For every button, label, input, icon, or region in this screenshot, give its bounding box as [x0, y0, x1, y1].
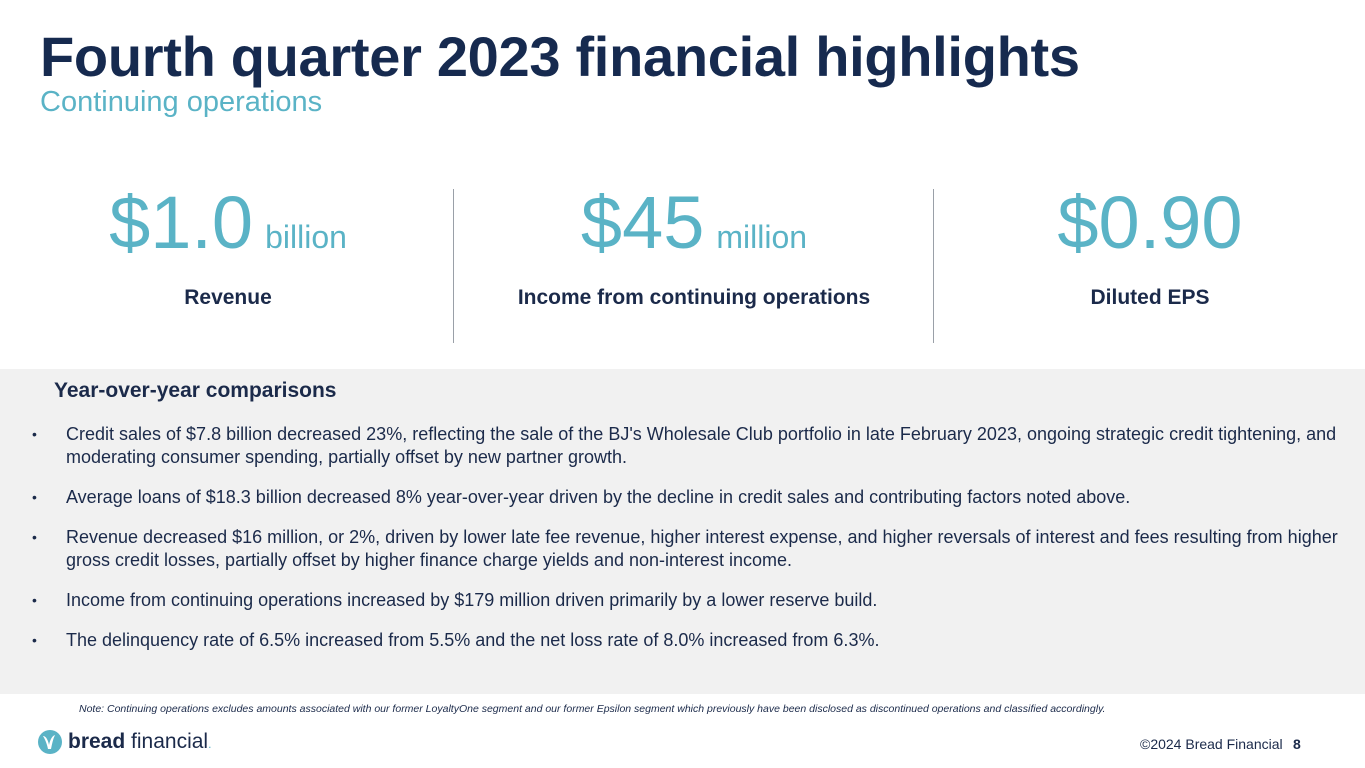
metric-value: $45	[580, 181, 705, 264]
list-item	[0, 423, 1341, 469]
bullet-icon: •	[32, 426, 37, 442]
list-item-text: Average loans of $18.3 billion decreased 8% year-over-year driven by the decline in credit sales and contributing factors noted above.	[66, 487, 1131, 507]
bread-logo-icon	[38, 730, 62, 754]
page-subtitle: Continuing operations	[40, 86, 323, 118]
yoy-comparisons-panel	[0, 369, 1365, 694]
comparisons-list	[0, 423, 1341, 669]
list-item	[0, 629, 1341, 652]
bullet-icon: •	[32, 632, 37, 648]
list-item-text: Revenue decreased $16 million, or 2%, driven by lower late fee revenue, higher interest expense, and higher reversals of interest and fees resulting from higher gross credit losses, partially offset by higher finance charge yields and non-interest income.	[66, 527, 1338, 570]
list-item	[0, 486, 1341, 509]
metric-divider	[453, 189, 454, 343]
metric-value: $0.90	[1057, 181, 1243, 264]
page-number: 8	[1293, 736, 1301, 752]
footnote: Note: Continuing operations excludes amounts associated with our former LoyaltyOne segment and our former Epsilon segment which previously have been disclosed as discontinued operations and classified accordingly.	[79, 703, 1106, 715]
bullet-icon: •	[32, 592, 37, 608]
metric-divider	[933, 189, 934, 343]
page-title: Fourth quarter 2023 financial highlights	[40, 25, 1080, 88]
logo-wordmark: bread financial.	[68, 730, 212, 753]
metric-label: Revenue	[184, 286, 272, 309]
metric-diluted-eps	[1000, 181, 1300, 310]
metric-revenue	[78, 181, 378, 310]
list-item-text: The delinquency rate of 6.5% increased from 5.5% and the net loss rate of 8.0% increased from 6.3%.	[66, 630, 880, 650]
metric-unit: billion	[265, 219, 347, 255]
metric-income	[474, 181, 914, 310]
copyright: ©2024 Bread Financial	[1140, 736, 1283, 752]
bread-financial-logo	[38, 729, 211, 755]
comparisons-heading: Year-over-year comparisons	[54, 379, 337, 402]
bullet-icon: •	[32, 489, 37, 505]
list-item	[0, 526, 1341, 572]
metric-label: Income from continuing operations	[517, 286, 871, 309]
metric-unit: million	[716, 219, 808, 255]
metric-value: $1.0	[109, 181, 254, 264]
list-item	[0, 589, 1341, 612]
list-item-text: Income from continuing operations increased by $179 million driven primarily by a lower reserve build.	[66, 590, 878, 610]
bullet-icon: •	[32, 529, 37, 545]
list-item-text: Credit sales of $7.8 billion decreased 23%, reflecting the sale of the BJ's Wholesale Club portfolio in late February 2023, ongoing strategic credit tightening, and moderating consumer spending, partially offset by new partner growth.	[66, 424, 1337, 467]
metric-label: Diluted EPS	[1090, 286, 1210, 309]
